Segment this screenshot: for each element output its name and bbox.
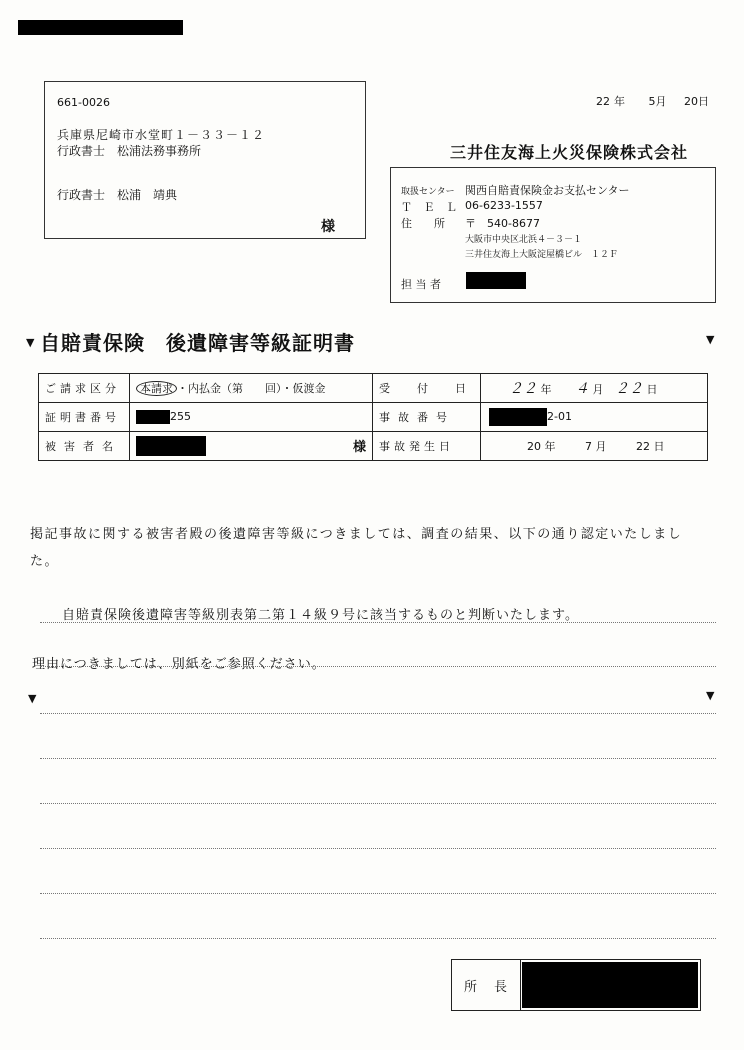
accident-year: 20: [527, 440, 541, 453]
redacted-accident-number: [489, 408, 547, 426]
recipient-office: 行政書士 松浦法務事務所: [57, 144, 202, 158]
tel-number: 06-6233-1557: [465, 199, 543, 212]
issue-year-unit: 年: [614, 95, 625, 108]
recipient-honorific: 様: [321, 219, 335, 235]
company-name: 三井住友海上火災保険株式会社: [450, 143, 689, 162]
accident-day: 22: [636, 440, 650, 453]
triangle-marker-icon: ▼: [26, 336, 35, 349]
redacted-director-name: [522, 962, 698, 1008]
received-month-unit: 月: [592, 383, 604, 396]
accident-date-cell: [481, 432, 708, 461]
issue-month: 5: [648, 95, 656, 108]
redacted-header: [18, 20, 183, 35]
victim-name-label: 被害者名: [39, 432, 130, 461]
received-month: ４: [575, 381, 589, 397]
received-year-unit: 年: [540, 383, 552, 396]
center-label: 取扱センター: [401, 187, 455, 197]
accident-number-suffix: 2-01: [547, 410, 572, 423]
claim-type-label: ご請求区分: [39, 374, 130, 403]
company-postal: 〒 540-8677: [465, 217, 540, 230]
staff-label: 担 当 者: [401, 278, 441, 291]
received-date-label: 受 付 日: [373, 374, 481, 403]
accident-year-unit: 年: [544, 440, 556, 453]
dotted-line: [40, 803, 716, 804]
claim-type-cell: [130, 374, 373, 403]
dotted-line: [40, 893, 716, 894]
issue-month-unit: 月: [655, 95, 667, 108]
dotted-line: [40, 713, 716, 714]
director-box: [451, 959, 701, 1011]
redacted-staff-name: [466, 272, 526, 289]
dotted-line: [40, 938, 716, 939]
body-paragraph: 掲記事故に関する被害者殿の後遺障害等級につきましては、調査の結果、以下の通り認定いたしました。: [30, 527, 683, 569]
center-name: 関西自賠責保険金お支払センター: [465, 184, 630, 197]
accident-month-unit: 月: [595, 440, 607, 453]
received-day-unit: 日: [646, 383, 658, 396]
table-row: [39, 432, 708, 461]
recipient-box: [44, 81, 366, 239]
claim-type-selected: 本請求: [136, 381, 177, 396]
cert-number-label: 証明書番号: [39, 403, 130, 432]
dotted-line: [40, 622, 716, 623]
recipient-name: 行政書士 松浦 靖典: [57, 188, 178, 202]
redacted-victim-name: [136, 436, 206, 456]
received-date-cell: [481, 374, 708, 403]
claim-table: [38, 373, 708, 461]
accident-number-cell: [481, 403, 708, 432]
dotted-line: [40, 666, 716, 667]
issue-date: [596, 93, 709, 109]
triangle-marker-icon: ▼: [28, 692, 37, 705]
dotted-line: [40, 758, 716, 759]
cert-number-suffix: 255: [170, 410, 191, 423]
accident-month: 7: [585, 440, 592, 453]
redacted-cert-number: [136, 410, 170, 424]
triangle-marker-icon: ▼: [706, 333, 715, 346]
victim-honorific: 様: [352, 440, 366, 455]
accident-number-label: 事故番号: [373, 403, 481, 432]
company-address-line2: 三井住友海上大阪淀屋橋ビル １２Ｆ: [465, 250, 619, 260]
address-label: 住 所: [401, 217, 445, 230]
issue-day-unit: 日: [698, 95, 709, 108]
company-contact-box: [390, 167, 716, 303]
director-label: 所 長: [464, 980, 510, 995]
document-title: 自賠責保険 後遺障害等級証明書: [40, 331, 355, 355]
cert-number-cell: [130, 403, 373, 432]
received-year: ２２: [509, 381, 537, 397]
accident-day-unit: 日: [653, 440, 665, 453]
claim-type-rest: ・内払金（第 回）・仮渡金: [177, 382, 326, 395]
dotted-line: [40, 848, 716, 849]
issue-year: 22: [596, 95, 610, 108]
recipient-postal-code: 661-0026: [57, 96, 110, 109]
accident-date-label: 事故発生日: [373, 432, 481, 461]
victim-name-cell: [130, 432, 373, 461]
triangle-marker-icon: ▼: [706, 689, 715, 702]
table-row: [39, 374, 708, 403]
recipient-address: 兵庫県尼崎市水堂町１－３３－１２: [57, 128, 266, 142]
reason-text: 理由につきましては、別紙をご参照ください。: [32, 657, 326, 672]
tel-label: Ｔ Ｅ Ｌ: [401, 201, 461, 214]
issue-day: 20: [684, 95, 698, 108]
decision-text: 自賠責保険後遺障害等級別表第二第１４級９号に該当するものと判断いたします。: [62, 608, 579, 623]
company-address-line1: 大阪市中央区北浜４－３－１: [465, 235, 583, 245]
table-row: [39, 403, 708, 432]
received-day: ２２: [615, 381, 643, 397]
